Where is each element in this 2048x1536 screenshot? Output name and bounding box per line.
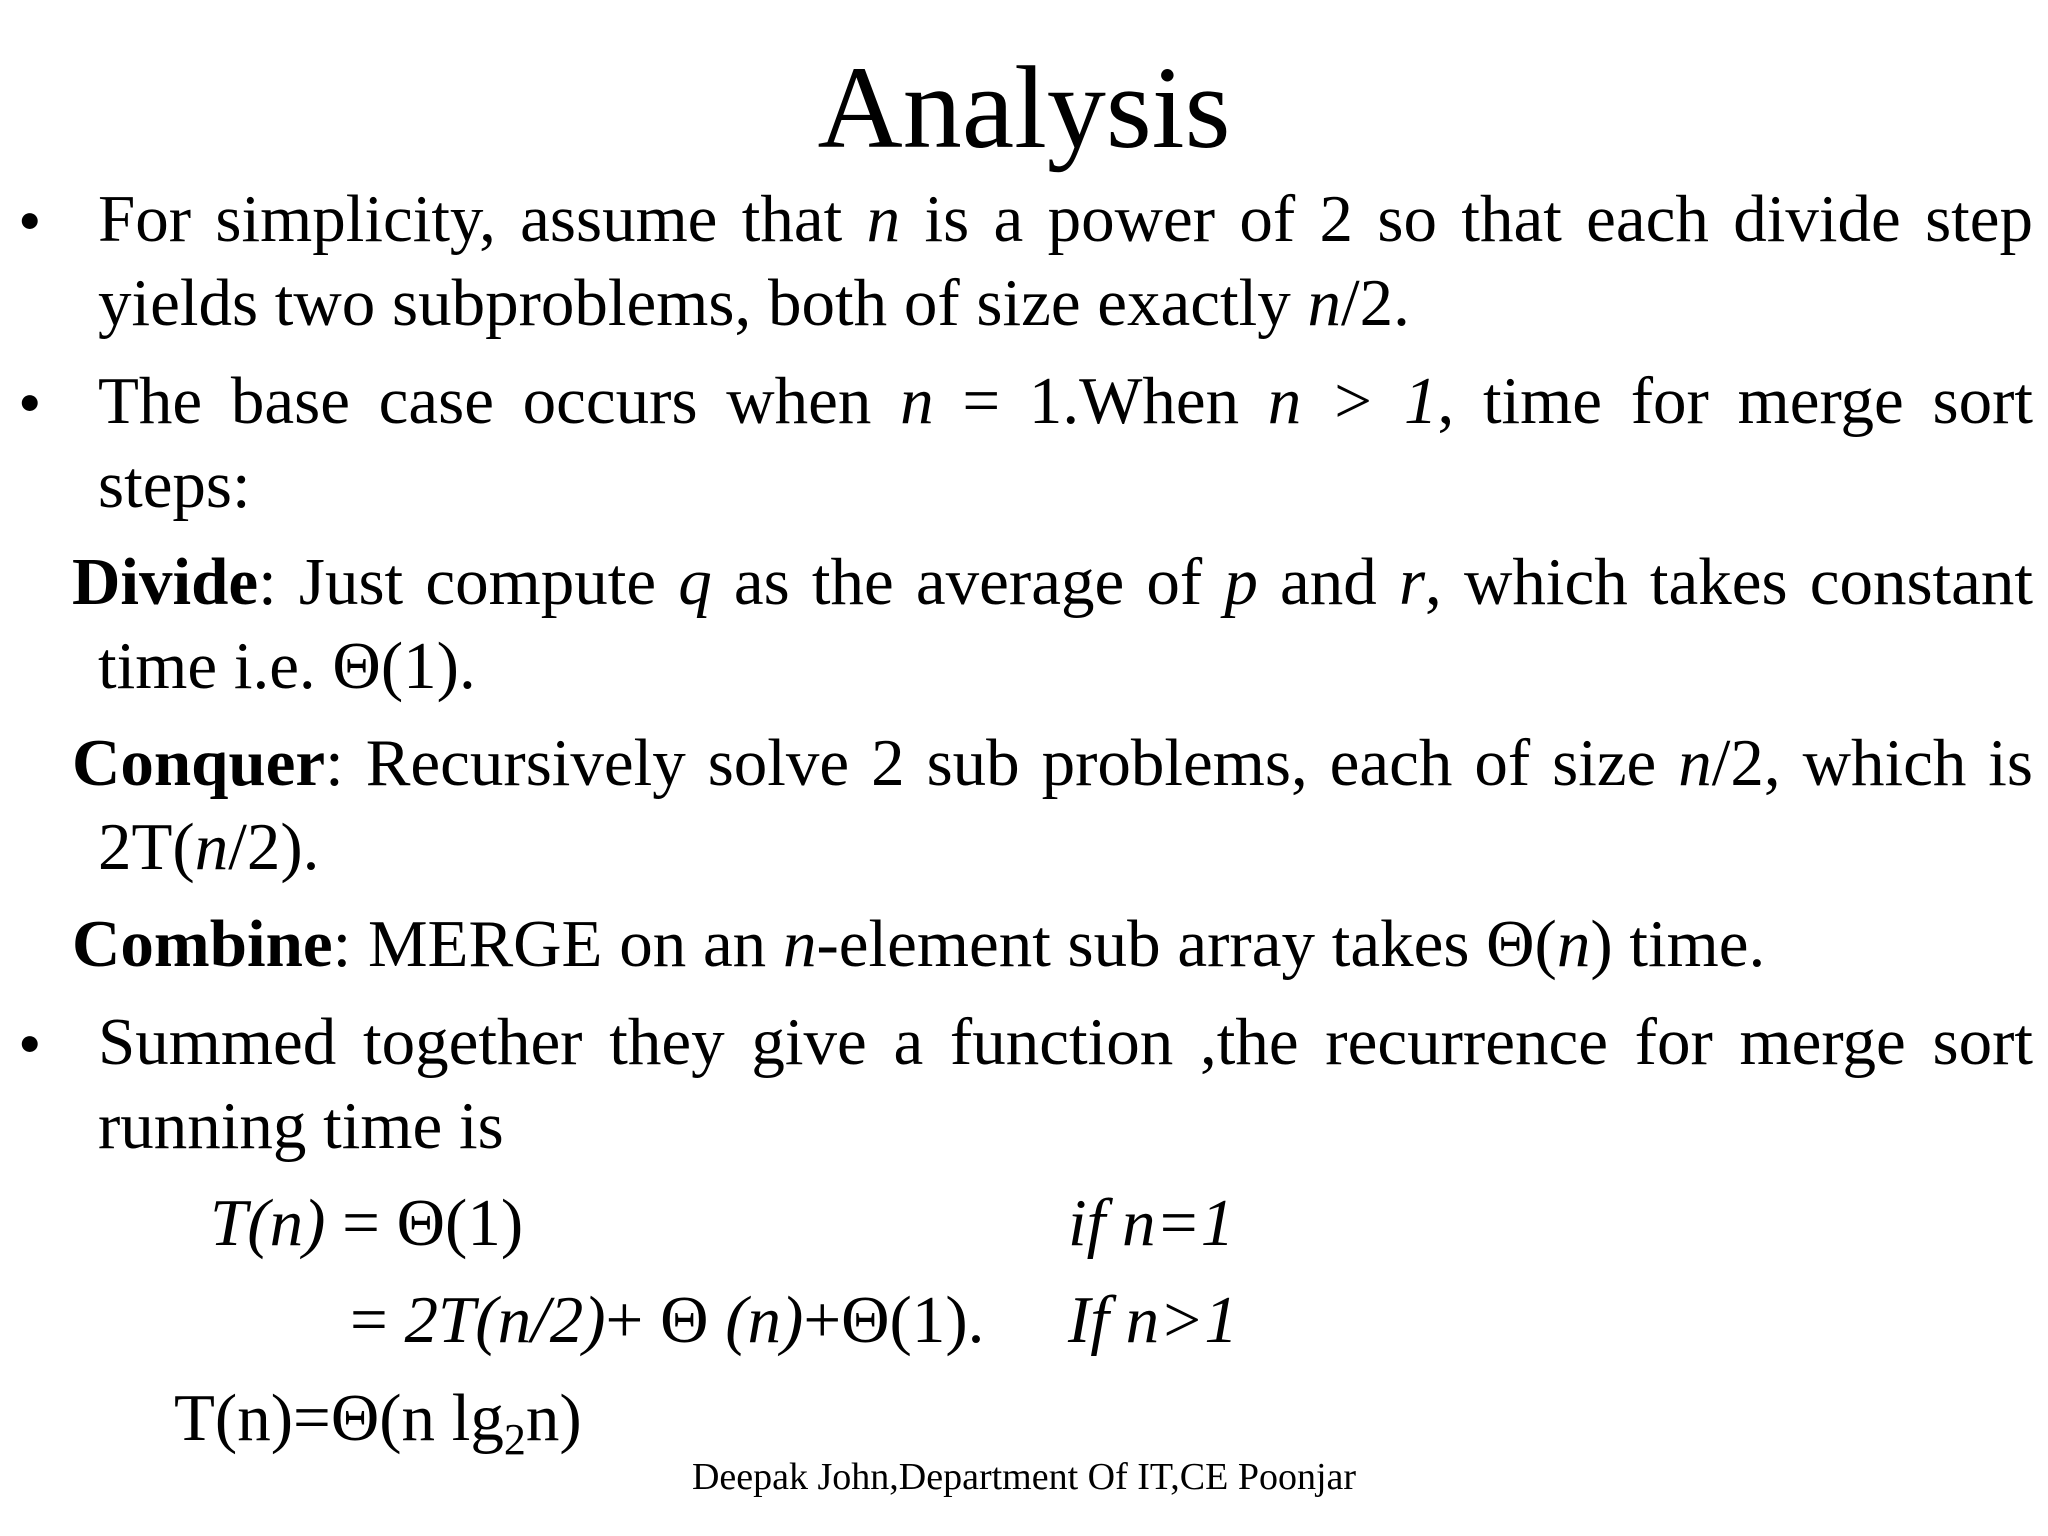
recurrence-row1: T(n) = Θ(1) [210,1186,524,1260]
footer: Deepak John,Department Of IT,CE Poonjar [691,1456,1357,1498]
recurrence-row1-condition: if n=1 [1068,1186,1235,1260]
slide-title: Analysis [817,42,1231,173]
divide-line1: Divide: Just compute q as the average of p and r, which takes constant [72,545,2033,619]
bullet1-line1: For simplicity, assume that n is a power of 2 so that each divide step [98,182,2033,256]
recurrence-row2-condition: If n>1 [1068,1283,1238,1357]
bullet-icon: • [18,184,42,258]
conquer-line1: Conquer: Recursively solve 2 sub problems, each of size n/2, which is [72,726,2033,800]
bullet-icon: • [18,366,42,440]
bullet-icon: • [18,1007,42,1081]
combine-line: Combine: MERGE on an n-element sub array takes Θ(n) time. [72,907,1766,981]
bullet1-line2: yields two subproblems, both of size exactly n/2. [98,266,1410,340]
bullet3-line2: running time is [98,1089,504,1163]
result-formula: T(n)=Θ(n $\lg_2n$) [174,1381,582,1464]
bullet2-line2: steps: [98,448,251,522]
divide-line2: time i.e. Θ(1). [98,629,476,703]
recurrence-row2: = 2T(n/2)+ Θ (n)+Θ(1). [350,1283,985,1357]
conquer-line2: 2T(n/2). [98,810,320,884]
bullet3-line1: Summed together they give a function ,the recurrence for merge sort [98,1005,2033,1079]
bullet2-line1: The base case occurs when n = 1.When n > 1, time for merge sort [98,364,2034,438]
